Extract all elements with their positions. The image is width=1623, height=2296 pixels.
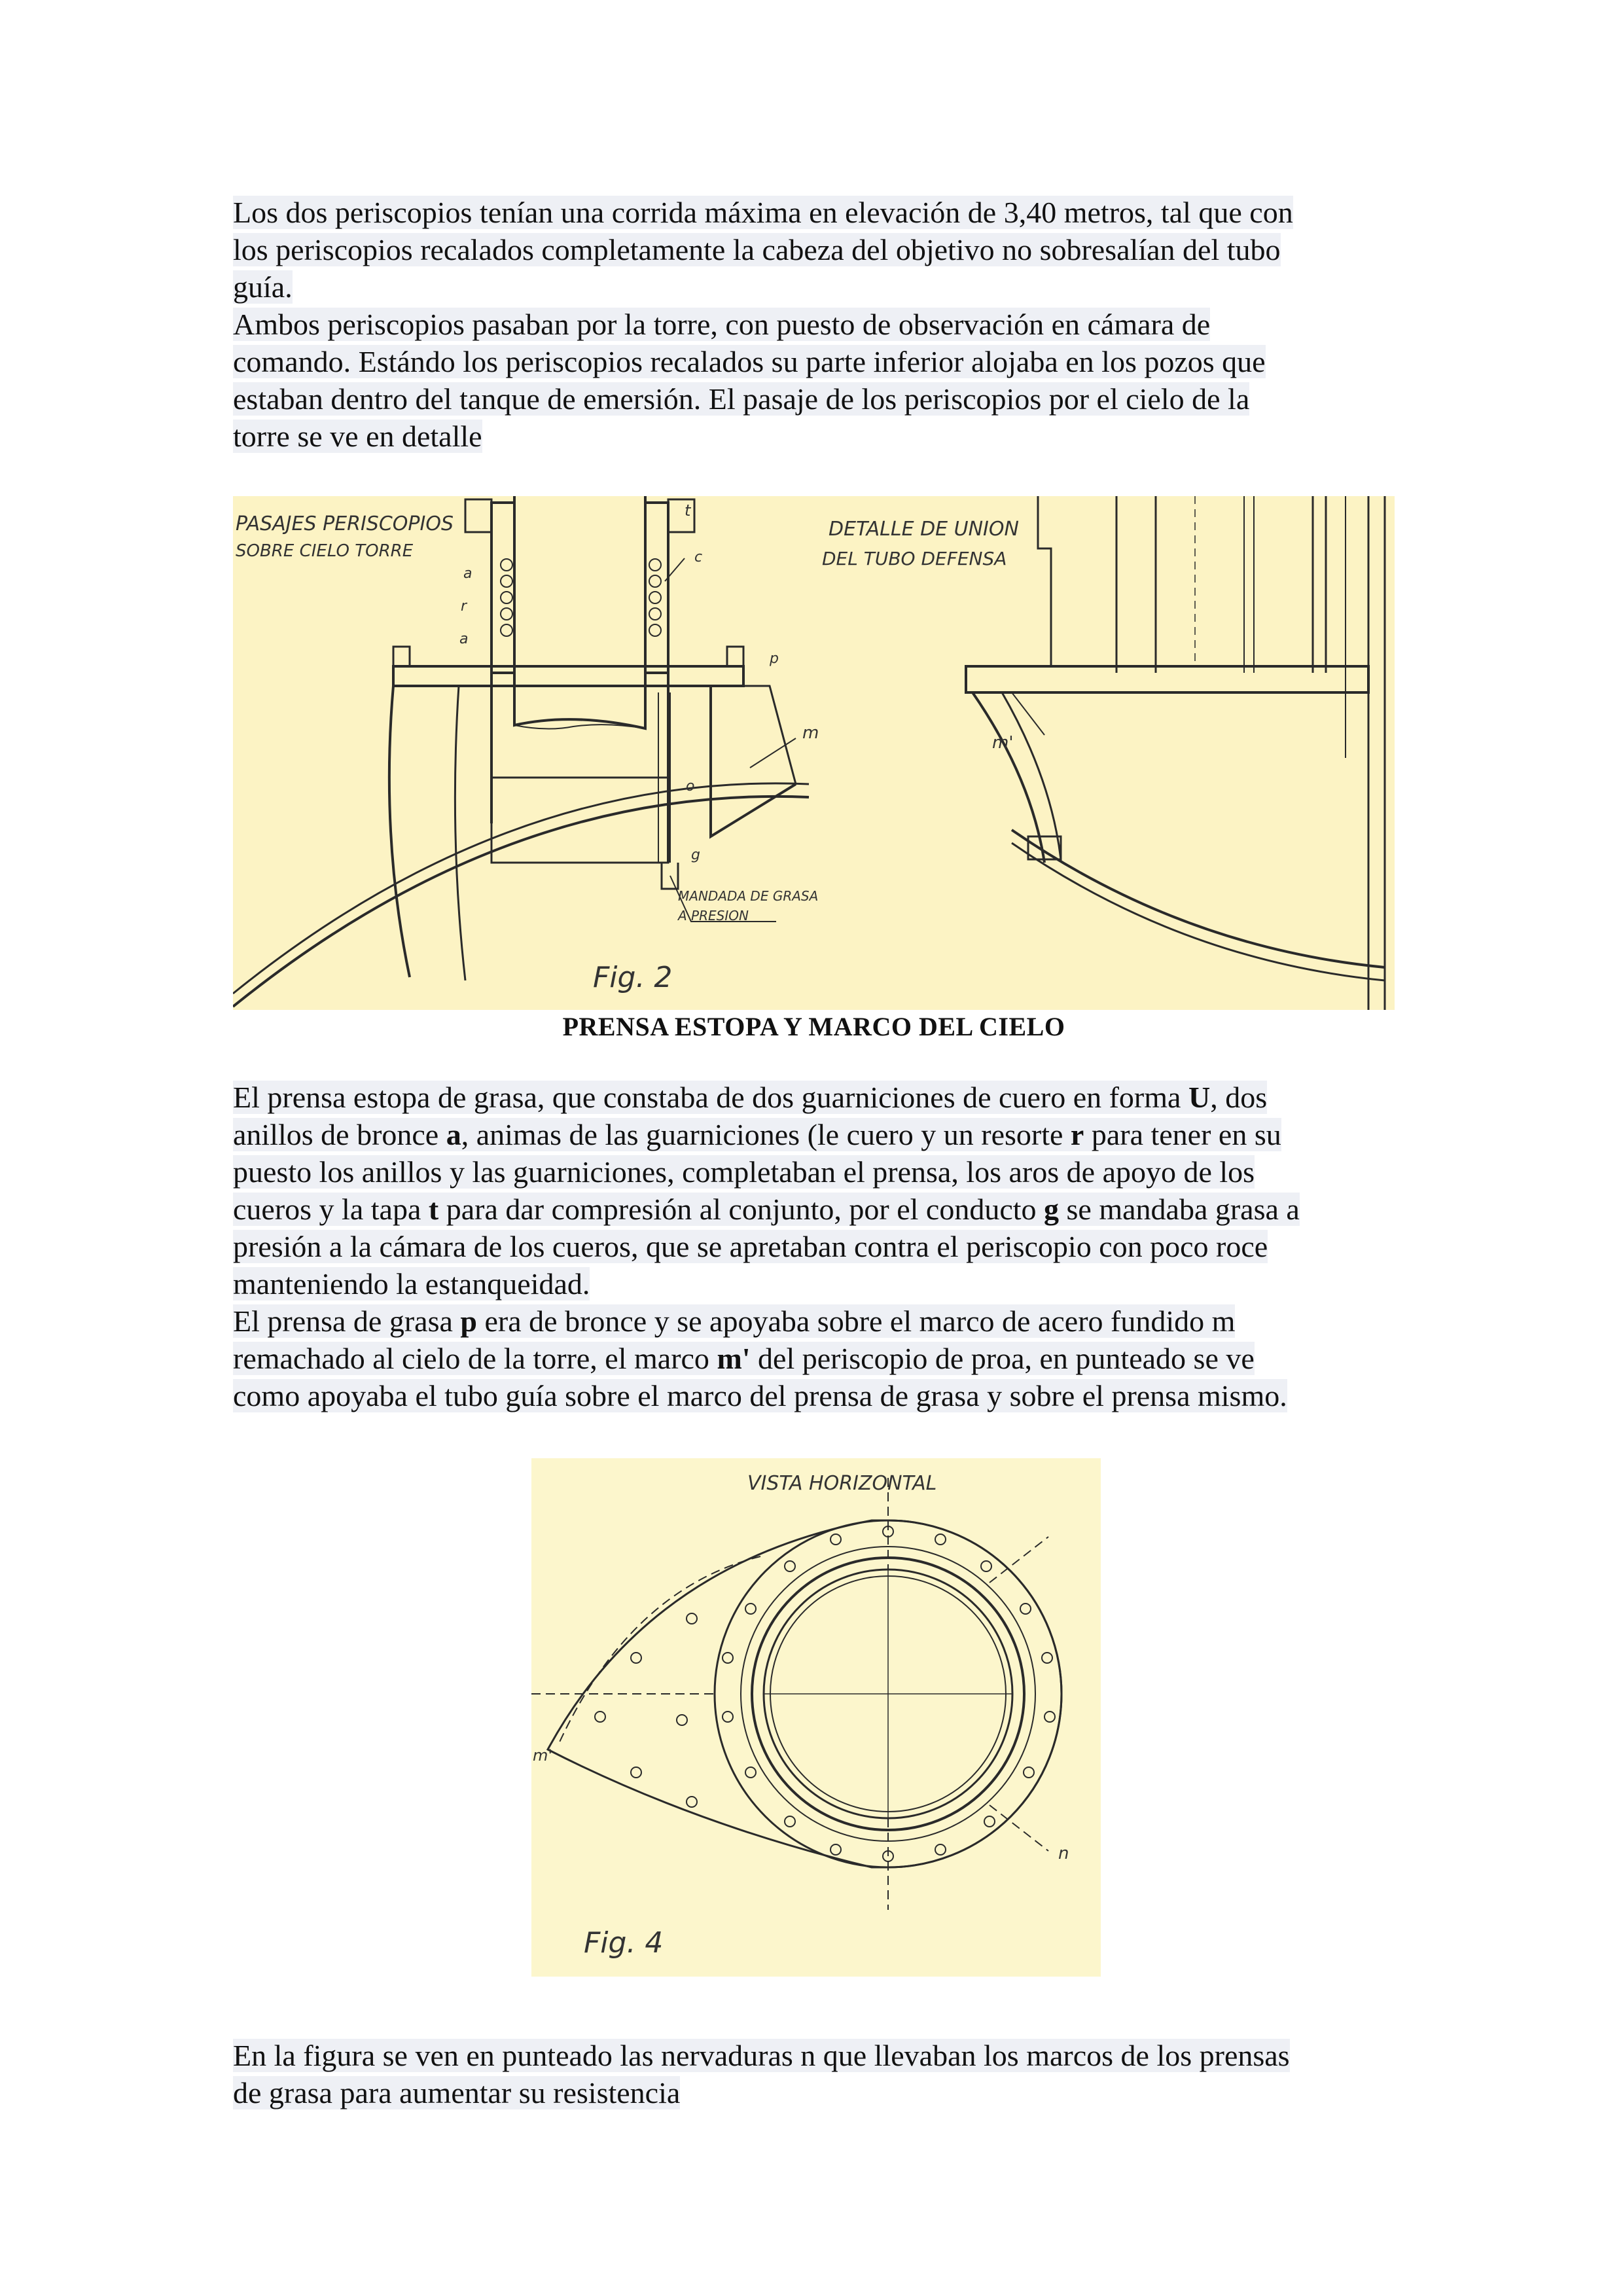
text-run: del periscopio de proa, en punteado se ve (750, 1342, 1255, 1375)
letter-m-prime: m' (533, 1746, 552, 1765)
figure-2-number: Fig. 2 (593, 961, 673, 994)
figure-4-number: Fig. 4 (584, 1926, 664, 1960)
figure-2-drawing (233, 496, 1395, 1010)
text-run-bold: r (1070, 1118, 1084, 1151)
letter-p: p (770, 651, 779, 667)
label-sobre-cielo: SOBRE CIELO TORRE (236, 541, 414, 561)
text-line: de grasa para aumentar su resistencia (233, 2076, 681, 2109)
paragraph-intro (233, 194, 1411, 455)
letter-m-prime: m' (992, 733, 1014, 753)
paragraph-prensa-estopa (233, 1079, 1411, 1414)
letter-r: r (461, 598, 467, 615)
letter-n: n (1058, 1844, 1069, 1863)
text-run: para dar compresión al conjunto, por el conducto (438, 1193, 1044, 1226)
text-line: torre se ve en detalle (233, 420, 482, 453)
text-line: como apoyaba el tubo guía sobre el marco del prensa de grasa y sobre el prensa mismo. (233, 1379, 1287, 1412)
text-run-bold: U (1188, 1081, 1211, 1114)
label-detalle: DETALLE DE UNION (829, 518, 1019, 541)
text-run-bold: p (460, 1304, 477, 1338)
letter-t: t (685, 501, 691, 520)
letter-o: o (686, 778, 695, 795)
text-line: estaban dentro del tanque de emersión. El pasaje de los periscopios por el cielo de la (233, 382, 1250, 416)
text-run: para tener en su (1084, 1118, 1281, 1151)
text-run: El prensa estopa de grasa, que constaba de dos guarniciones de cuero en forma (233, 1081, 1188, 1114)
figure-2-periscope-passage (233, 496, 1395, 1010)
text-line (233, 1304, 1235, 1338)
text-run: anillos de bronce (233, 1118, 446, 1151)
figure-4-drawing (531, 1458, 1101, 1977)
text-line: los periscopios recalados completamente la cabeza del objetivo no sobresalían del tubo (233, 233, 1281, 266)
letter-u: a (459, 631, 469, 647)
text-run: El prensa de grasa (233, 1304, 461, 1338)
letter-m: m (802, 723, 819, 743)
text-run: , animas de las guarniciones (le cuero y un resorte (461, 1118, 1071, 1151)
text-line: manteniendo la estanqueidad. (233, 1267, 590, 1300)
text-line: En la figura se ven en punteado las nervaduras n que llevaban los marcos de los prensas (233, 2039, 1290, 2072)
figure-caption: PRENSA ESTOPA Y MARCO DEL CIELO (562, 1012, 1065, 1041)
text-run-bold: a (446, 1118, 461, 1151)
figure-4-horizontal-view (531, 1458, 1101, 1977)
text-run: , dos (1210, 1081, 1268, 1114)
letter-a: a (463, 565, 473, 582)
text-run-bold: m' (717, 1342, 751, 1375)
text-line (233, 1342, 1255, 1375)
text-line: presión a la cámara de los cueros, que se apretaban contra el periscopio con poco roce (233, 1230, 1268, 1263)
text-run: cueros y la tapa (233, 1193, 429, 1226)
label-pasajes: PASAJES PERISCOPIOS (236, 512, 454, 535)
letter-g: g (691, 847, 700, 863)
figure-4-title: VISTA HORIZONTAL (747, 1472, 937, 1495)
text-line: Ambos periscopios pasaban por la torre, con puesto de observación en cámara de (233, 308, 1211, 341)
label-mandada-grasa: MANDADA DE GRASA (678, 888, 819, 904)
paragraph-nervaduras (233, 2037, 1411, 2111)
label-tubo-defensa: DEL TUBO DEFENSA (822, 548, 1007, 569)
label-presion: A PRESION (678, 908, 749, 924)
text-line (233, 1193, 1300, 1226)
text-line: puesto los anillos y las guarniciones, completaban el prensa, los aros de apoyo de los (233, 1155, 1255, 1189)
letter-c: c (694, 549, 703, 565)
text-line (233, 1081, 1267, 1114)
text-line: Los dos periscopios tenían una corrida máxima en elevación de 3,40 metros, tal que con (233, 196, 1293, 229)
text-run-bold: g (1044, 1193, 1060, 1226)
text-run: era de bronce y se apoyaba sobre el marco de acero fundido m (477, 1304, 1236, 1338)
text-run: se mandaba grasa a (1059, 1193, 1300, 1226)
text-line: guía. (233, 270, 293, 304)
text-run-bold: t (428, 1193, 439, 1226)
text-run: remachado al cielo de la torre, el marco (233, 1342, 717, 1375)
text-line: comando. Estándo los periscopios recalados su parte inferior alojaba en los pozos que (233, 345, 1266, 378)
text-line (233, 1118, 1281, 1151)
